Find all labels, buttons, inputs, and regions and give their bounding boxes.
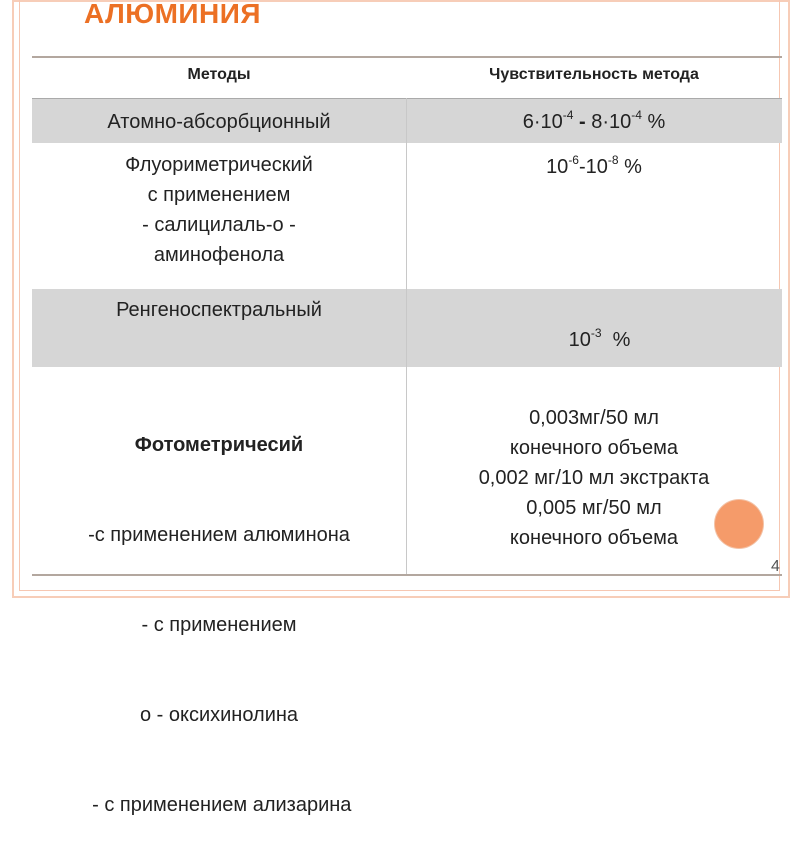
row-divider — [32, 98, 782, 99]
sensitivity-value: 10 — [585, 156, 608, 178]
table-bottom-rule — [32, 574, 782, 576]
method-cell — [32, 107, 406, 137]
method-line: о - оксихинолина — [139, 704, 299, 726]
decorative-circle — [715, 500, 763, 548]
sensitivity-exponent: -4 — [562, 108, 574, 123]
sensitivity-line: 0,003мг/50 мл — [529, 407, 659, 429]
header-methods: Методы — [187, 66, 251, 83]
sensitivity-exponent: -8 — [607, 153, 619, 168]
method-line: с применением — [147, 184, 291, 206]
sensitivity-cell — [406, 295, 782, 355]
sensitivity-value: 6·10 — [522, 111, 563, 133]
sensitivity-line: конечного объема — [509, 437, 679, 459]
method-line: - с применением ализарина — [86, 794, 352, 816]
method-line: Ренгеноспектральный — [116, 299, 322, 321]
method-line: Атомно-абсорбционный — [107, 111, 331, 133]
slide-title: АЛЮМИНИЯ — [84, 0, 262, 29]
method-line: Флуориметрический — [125, 154, 313, 176]
sensitivity-unit: % — [601, 329, 631, 351]
sensitivity-cell — [406, 152, 782, 182]
method-cell — [32, 370, 406, 850]
method-line: -с применением алюминона — [88, 524, 350, 546]
sensitivity-value: 10 — [568, 329, 591, 351]
method-cell — [32, 295, 406, 325]
method-cell — [32, 150, 406, 270]
range-separator: - — [578, 156, 586, 178]
method-title: Фотометричесий — [134, 434, 304, 456]
sensitivity-unit: % — [618, 156, 642, 178]
sensitivity-value: 8·10 — [591, 111, 632, 133]
sensitivity-exponent: -4 — [631, 108, 642, 123]
sensitivity-unit: % — [641, 111, 666, 133]
sensitivity-cell — [406, 107, 782, 137]
sensitivity-exponent: -3 — [590, 326, 602, 341]
range-separator: - — [573, 111, 592, 133]
sensitivity-value: 10 — [546, 156, 569, 178]
sensitivity-exponent: -6 — [568, 153, 579, 168]
method-line: - салицилаль-о - — [142, 214, 296, 236]
page-number: 4 — [771, 558, 780, 575]
method-line: - с применением — [141, 614, 297, 636]
method-line: аминофенола — [153, 244, 285, 266]
sensitivity-line: 0,002 мг/10 мл экстракта — [478, 467, 710, 489]
sensitivity-line: конечного объема — [509, 527, 679, 549]
header-sensitivity: Чувствительность метода — [489, 66, 699, 83]
sensitivity-line: 0,005 мг/50 мл — [526, 497, 662, 519]
